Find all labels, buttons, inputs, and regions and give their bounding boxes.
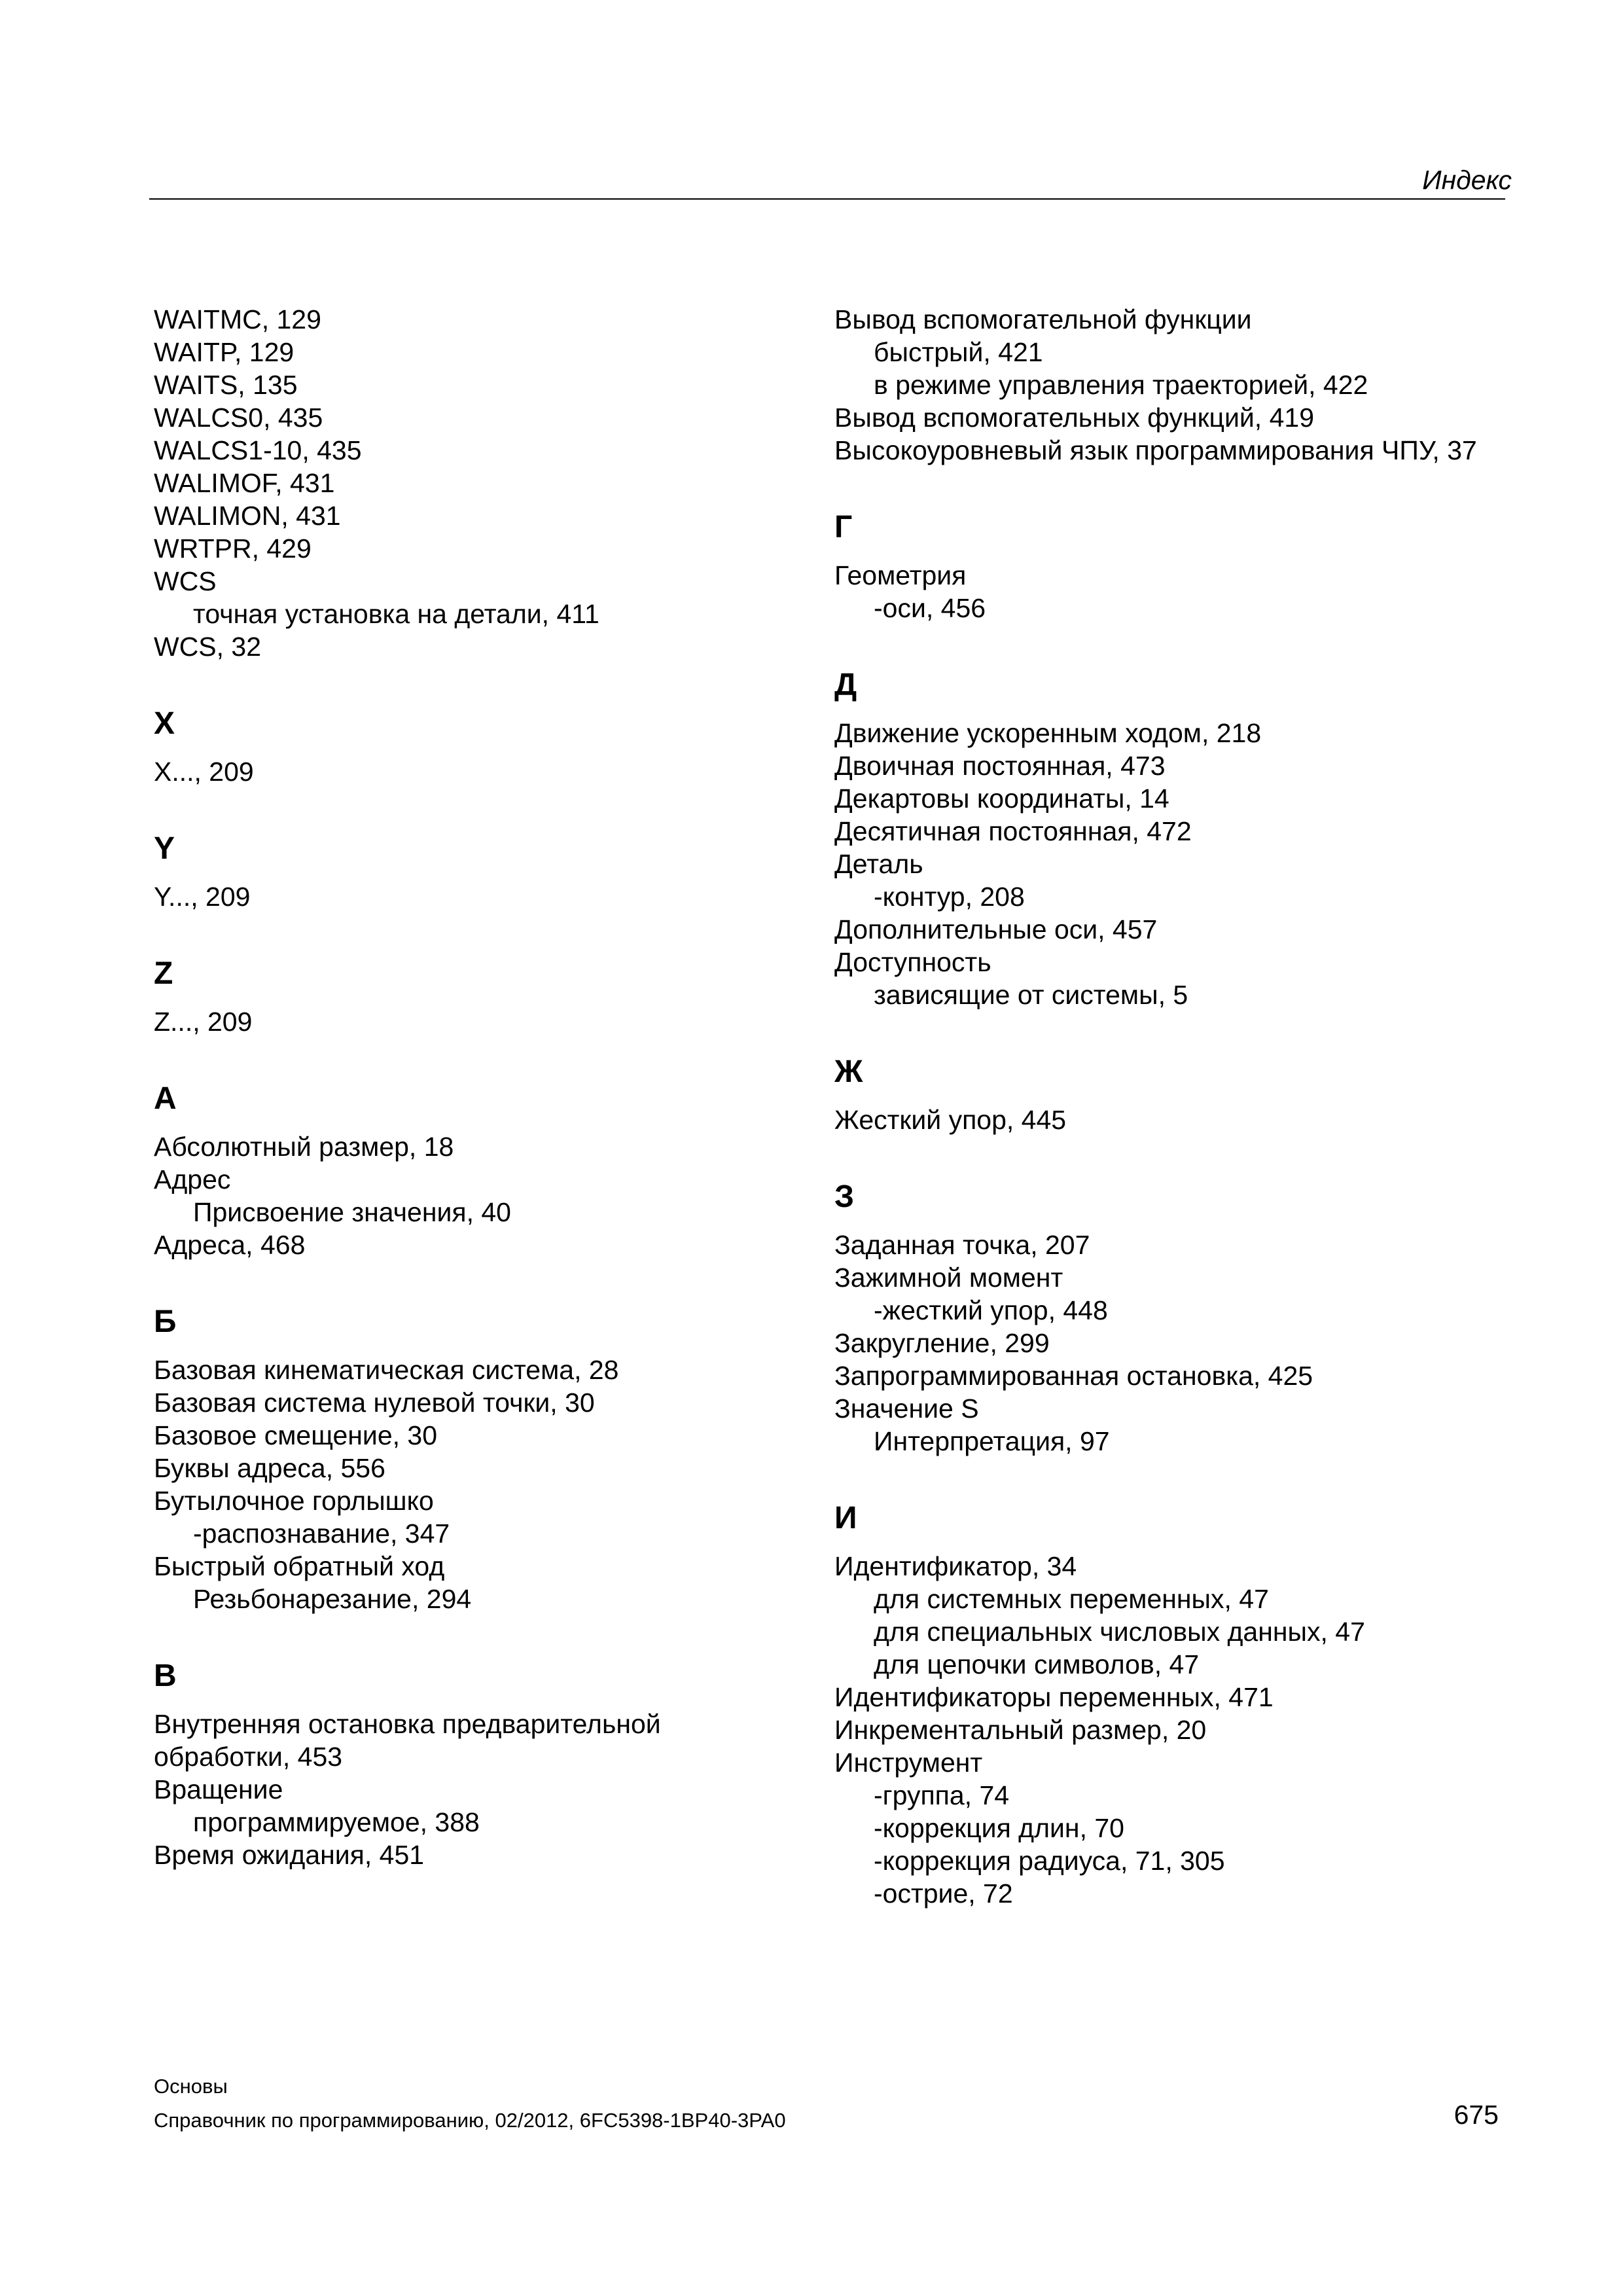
index-entry: Дополнительные оси, 457	[834, 914, 1158, 944]
index-subentry: для цепочки символов, 47	[874, 1649, 1200, 1679]
index-section-letter: Г	[834, 510, 853, 545]
index-entry: X..., 209	[154, 757, 254, 787]
index-entry: WALIMOF, 431	[154, 468, 335, 498]
index-entry: Внутренняя остановка предварительной	[154, 1709, 661, 1739]
index-section-letter: Ж	[834, 1054, 863, 1089]
index-subentry: -коррекция радиуса, 71, 305	[874, 1846, 1225, 1876]
index-entry: WRTPR, 429	[154, 533, 312, 564]
index-entry: Доступность	[834, 947, 991, 977]
index-subentry: Присвоение значения, 40	[193, 1197, 511, 1227]
index-entry: Идентификатор, 34	[834, 1551, 1077, 1581]
index-entry: Вывод вспомогательных функций, 419	[834, 403, 1314, 433]
index-entry: Закругление, 299	[834, 1328, 1050, 1358]
index-section-letter: X	[154, 706, 175, 741]
header-divider	[149, 198, 1505, 200]
index-entry: Адреса, 468	[154, 1230, 306, 1260]
index-subentry: -контур, 208	[874, 882, 1025, 912]
index-entry: Значение S	[834, 1393, 979, 1424]
index-subentry: зависящие от системы, 5	[874, 980, 1188, 1010]
page-number: 675	[1454, 2100, 1499, 2130]
index-entry: Деталь	[834, 849, 923, 879]
index-entry: Быстрый обратный ход	[154, 1551, 445, 1581]
index-entry: Заданная точка, 207	[834, 1230, 1090, 1260]
index-entry: Базовая кинематическая система, 28	[154, 1355, 619, 1385]
index-subentry: -оси, 456	[874, 593, 986, 623]
index-entry: Жесткий упор, 445	[834, 1105, 1067, 1135]
index-subentry: -жесткий упор, 448	[874, 1295, 1108, 1325]
index-entry: Y..., 209	[154, 882, 251, 912]
index-subentry: -острие, 72	[874, 1878, 1013, 1909]
index-entry: WALCS0, 435	[154, 403, 323, 433]
index-subentry: для системных переменных, 47	[874, 1584, 1269, 1614]
index-entry: Двоичная постоянная, 473	[834, 751, 1166, 781]
index-entry: WALIMON, 431	[154, 501, 341, 531]
index-entry: Вращение	[154, 1774, 283, 1804]
index-entry: WAITP, 129	[154, 337, 294, 367]
index-section-letter: А	[154, 1081, 177, 1116]
index-column-right	[834, 303, 1522, 1910]
footer-label: Основы	[154, 2075, 228, 2098]
index-entry: WCS	[154, 566, 217, 596]
index-entry: Адрес	[154, 1164, 231, 1194]
index-entry: Геометрия	[834, 560, 967, 590]
index-entry: WAITMC, 129	[154, 304, 321, 334]
index-entry: Высокоуровневый язык программирования ЧПУ, 37	[834, 435, 1477, 465]
index-subentry: для специальных числовых данных, 47	[874, 1617, 1365, 1647]
index-subentry: -коррекция длин, 70	[874, 1813, 1124, 1843]
index-entry: Запрограммированная остановка, 425	[834, 1361, 1313, 1391]
index-entry: Базовое смещение, 30	[154, 1420, 438, 1450]
index-section-letter: З	[834, 1179, 855, 1214]
index-column-left	[154, 303, 808, 1871]
index-section-letter: И	[834, 1501, 857, 1535]
index-entry: обработки, 453	[154, 1742, 343, 1772]
index-subentry: Резьбонарезание, 294	[193, 1584, 472, 1614]
index-subentry: Интерпретация, 97	[874, 1426, 1110, 1456]
index-entry: WAITS, 135	[154, 370, 298, 400]
index-entry: Z..., 209	[154, 1007, 253, 1037]
index-section-letter: Z	[154, 956, 173, 991]
index-entry: Вывод вспомогательной функции	[834, 304, 1252, 334]
index-entry: Базовая система нулевой точки, 30	[154, 1388, 595, 1418]
index-entry: Абсолютный размер, 18	[154, 1132, 454, 1162]
index-entry: Движение ускоренным ходом, 218	[834, 718, 1262, 748]
index-subentry: программируемое, 388	[193, 1807, 480, 1837]
footer-document-reference: Справочник по программированию, 02/2012, 6FC5398-1BP40-3PA0	[154, 2109, 786, 2132]
index-subentry: в режиме управления траекторией, 422	[874, 370, 1368, 400]
index-entry: Буквы адреса, 556	[154, 1453, 385, 1483]
index-subentry: -распознавание, 347	[193, 1518, 450, 1549]
index-entry: WALCS1-10, 435	[154, 435, 362, 465]
index-entry: Инкрементальный размер, 20	[834, 1715, 1207, 1745]
index-entry: WCS, 32	[154, 632, 262, 662]
index-entry: Идентификаторы переменных, 471	[834, 1682, 1274, 1712]
index-subentry: точная установка на детали, 411	[193, 599, 599, 629]
index-section-letter: Б	[154, 1304, 177, 1339]
index-entry: Зажимной момент	[834, 1263, 1063, 1293]
index-entry: Бутылочное горлышко	[154, 1486, 434, 1516]
running-header-title: Индекс	[1422, 165, 1512, 195]
index-subentry: -группа, 74	[874, 1780, 1010, 1810]
index-section-letter: Д	[834, 668, 857, 702]
index-entry: Декартовы координаты, 14	[834, 783, 1169, 814]
index-section-letter: Y	[154, 831, 175, 866]
index-entry: Инструмент	[834, 1748, 983, 1778]
index-subentry: быстрый, 421	[874, 337, 1043, 367]
index-entry: Десятичная постоянная, 472	[834, 816, 1192, 846]
index-entry: Время ожидания, 451	[154, 1840, 425, 1870]
index-section-letter: В	[154, 1659, 177, 1693]
